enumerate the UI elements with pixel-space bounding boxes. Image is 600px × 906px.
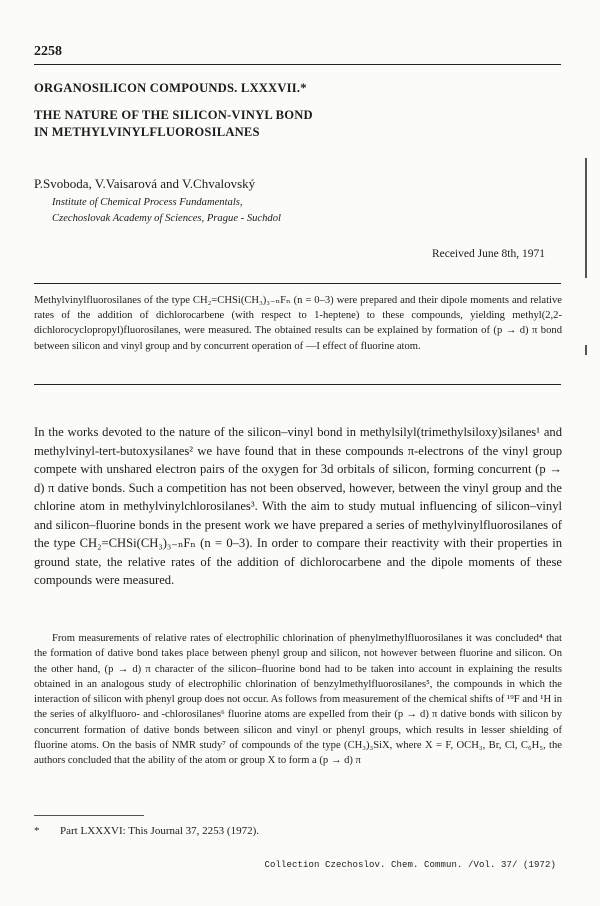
header-rule: [34, 64, 561, 65]
footnote-rule: [34, 815, 144, 816]
article-title-line-3: IN METHYLVINYLFLUOROSILANES: [34, 125, 260, 139]
abstract-bottom-rule: [34, 384, 561, 385]
authors: P.Svoboda, V.Vaisarová and V.Chvalovský: [34, 176, 256, 191]
footnote-mark: *: [34, 825, 40, 837]
margin-mark-bottom: [585, 345, 587, 355]
abstract-top-rule: [34, 283, 561, 284]
margin-mark-top: [585, 158, 587, 278]
article-title-line-1: ORGANOSILICON COMPOUNDS. LXXXVII.*: [34, 81, 307, 95]
footnote-text: Part LXXXVI: This Journal 37, 2253 (1972).: [60, 825, 259, 837]
body-paragraph-2: From measurements of relative rates of electrophilic chlorination of phenylmethylfluorosilanes it was concluded⁴ that the formation of dative bond takes place between phenyl group and silicon, not however between fluorine and silicon. On the other hand, (p → d) π character of the silicon–fluorine bond had to be taken into account in explaining the results obtained in an analogous study of electrophilic chlorination of benzylmethylfluorosilanes⁵, the compounds in which the interaction of silicon with phenyl group does not occur. As follows from measurement of the chemical shifts of ¹⁹F and ¹H in the series of alkylfluoro- and -chlorosilanes⁶ fluorine atoms are expelled from their (p → d) π dative bonds with silicon by concurrent formation of dative bonds between silicon and vinyl or phenyl groups, which results in lesser shielding of fluorine atoms. On the basis of NMR study⁷ of compounds of the type (CH₃)₃SiX, where X = F, OCH₃, Br, Cl, C₆H₅, the authors concluded that the ability of the atom or group X to form a (p → d) π: [34, 633, 562, 767]
journal-citation: Collection Czechoslov. Chem. Commun. /Vol. 37/ (1972): [264, 860, 556, 870]
page-number: 2258: [34, 44, 62, 59]
received-date: Received June 8th, 1971: [431, 248, 545, 260]
article-title-line-2: THE NATURE OF THE SILICON-VINYL BOND: [34, 108, 313, 122]
affiliation-line-2: Czechoslovak Academy of Sciences, Prague - Suchdol: [52, 213, 281, 224]
abstract: Methylvinylfluorosilanes of the type CH₂=CHSi(CH₃)₃₋ₙFₙ (n = 0–3) were prepared and their dipole moments and relative rates of the addition of dichlorocarbene (with respect to 1-heptene) to these compounds, yielding methyl(2,2-dichlorocyclopropyl)fluorosilanes, were measured. The obtained results can be explained by formation of (p → d) π bond between silicon and vinyl group and by concurrent operation of —I effect of fluorine atom.: [34, 295, 562, 352]
footnote: [34, 825, 259, 837]
body-paragraph-1: In the works devoted to the nature of the silicon–vinyl bond in methylsilyl(trimethylsiloxy)silanes¹ and methylvinyl-tert-butoxysilanes² we have found that in these compounds π-electrons of the vinyl group compete with unshared electron pairs of the oxygen for 3d orbitals of silicon, forming concurrent (p → d) π dative bonds. Such a competition has not been observed, however, between the vinyl group and the chlorine atom in methylvinylchlorosilanes³. With the aim to study mutual influencing of silicon–vinyl and silicon–fluorine bonds in the present work we have prepared a series of methylvinylfluorosilanes of the type CH₂=CHSi(CH₃)₃₋ₙFₙ (n = 0–3). In order to compare their reactivity with their properties in ground state, the relative rates of the addition of dichlorocarbene and the dipole moments of these compounds were measured.: [34, 425, 562, 587]
affiliation-line-1: Institute of Chemical Process Fundamentals,: [52, 197, 243, 208]
